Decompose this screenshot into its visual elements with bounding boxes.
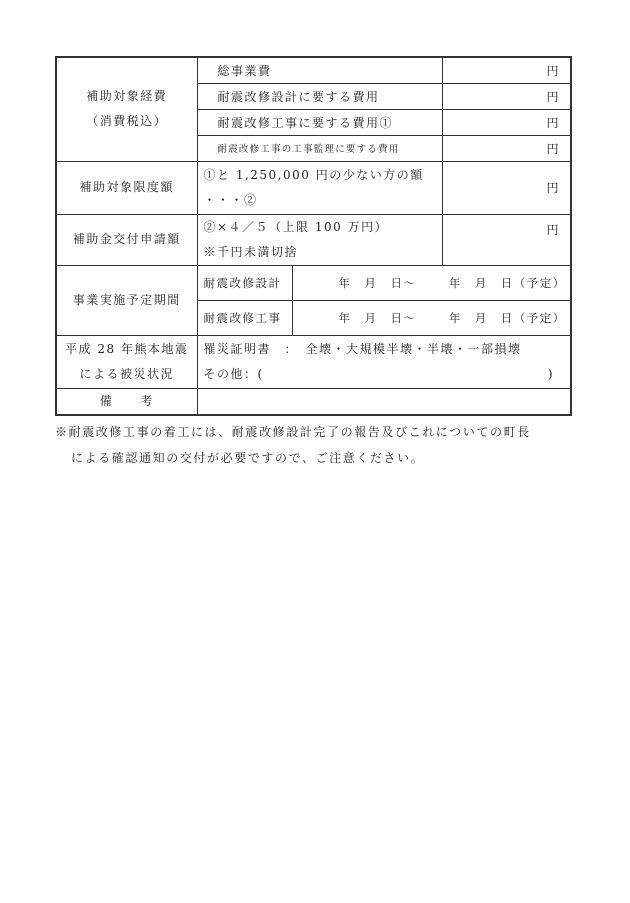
grant-request-line2: ※千円未満切捨 [203,244,299,259]
damage-label [56,335,197,388]
damage-label-line2: による被災状況 [79,366,174,381]
subsidy-expenses-label-line2: （消費税込） [86,114,168,129]
subsidy-expenses-label-line1: 補助対象経費 [86,89,168,104]
remarks-field[interactable] [197,388,571,415]
schedule-construction-start: 年 月 日～ [338,310,417,325]
grant-request-label: 補助金交付申請額 [56,214,197,265]
yen-unit: 円 [546,141,561,156]
construction-cost-field[interactable] [442,109,571,135]
damage-label-line1: 平成 28 年熊本地震 [65,341,189,356]
subsidy-limit-field[interactable] [442,161,571,214]
grant-request-field[interactable] [442,214,571,265]
grant-request-formula [197,214,442,265]
yen-unit: 円 [546,222,561,237]
schedule-construction-label: 耐震改修工事 [197,300,292,335]
yen-unit: 円 [546,181,561,195]
total-cost-field[interactable] [442,57,571,83]
notice-line2: による確認通知の交付が必要ですので、ご注意ください。 [71,451,425,465]
remarks-label: 備 考 [56,388,197,415]
subsidy-limit-formula [197,161,442,214]
damage-other-row[interactable] [204,362,571,387]
subsidy-limit-label: 補助対象限度額 [56,161,197,214]
yen-unit: 円 [546,115,561,130]
subsidy-limit-line1: ①と 1,250,000 円の少ない方の額 [203,167,424,182]
disaster-certificate-options[interactable]: 罹災証明書 ： 全壊・大規模半壊・半壊・一部損壊 [203,341,522,356]
schedule-design-dates[interactable] [292,265,571,300]
schedule-construction-dates[interactable] [292,300,571,335]
subsidy-form-table [55,56,572,416]
supervision-cost-field[interactable] [442,135,571,161]
schedule-design-end: 年 月 日（予定） [448,275,566,290]
grant-request-line1: ②×４／５（上限 100 万円） [203,219,389,234]
design-cost-label: 耐震改修設計に要する費用 [197,83,442,109]
design-cost-field[interactable] [442,83,571,109]
supervision-cost-label: 耐震改修工事の工事監理に要する費用 [197,135,442,161]
schedule-design-start: 年 月 日～ [338,275,417,290]
construction-cost-label: 耐震改修工事に要する費用① [197,109,442,135]
yen-unit: 円 [546,63,561,78]
schedule-design-label: 耐震改修設計 [197,265,292,300]
schedule-label: 事業実施予定期間 [56,265,197,335]
damage-other-close: ) [547,366,555,381]
damage-status[interactable] [197,335,571,388]
notice-line1: ※耐震改修工事の着工には、耐震改修設計完了の報告及びこれについての町長 [55,425,531,439]
subsidy-limit-line2: ・・・② [203,192,258,207]
construction-notice [55,419,575,471]
damage-other-label: その他：( [203,366,264,381]
subsidy-expenses-label [56,57,197,161]
total-cost-label: 総事業費 [197,57,442,83]
schedule-construction-end: 年 月 日（予定） [448,310,566,325]
yen-unit: 円 [546,89,561,104]
